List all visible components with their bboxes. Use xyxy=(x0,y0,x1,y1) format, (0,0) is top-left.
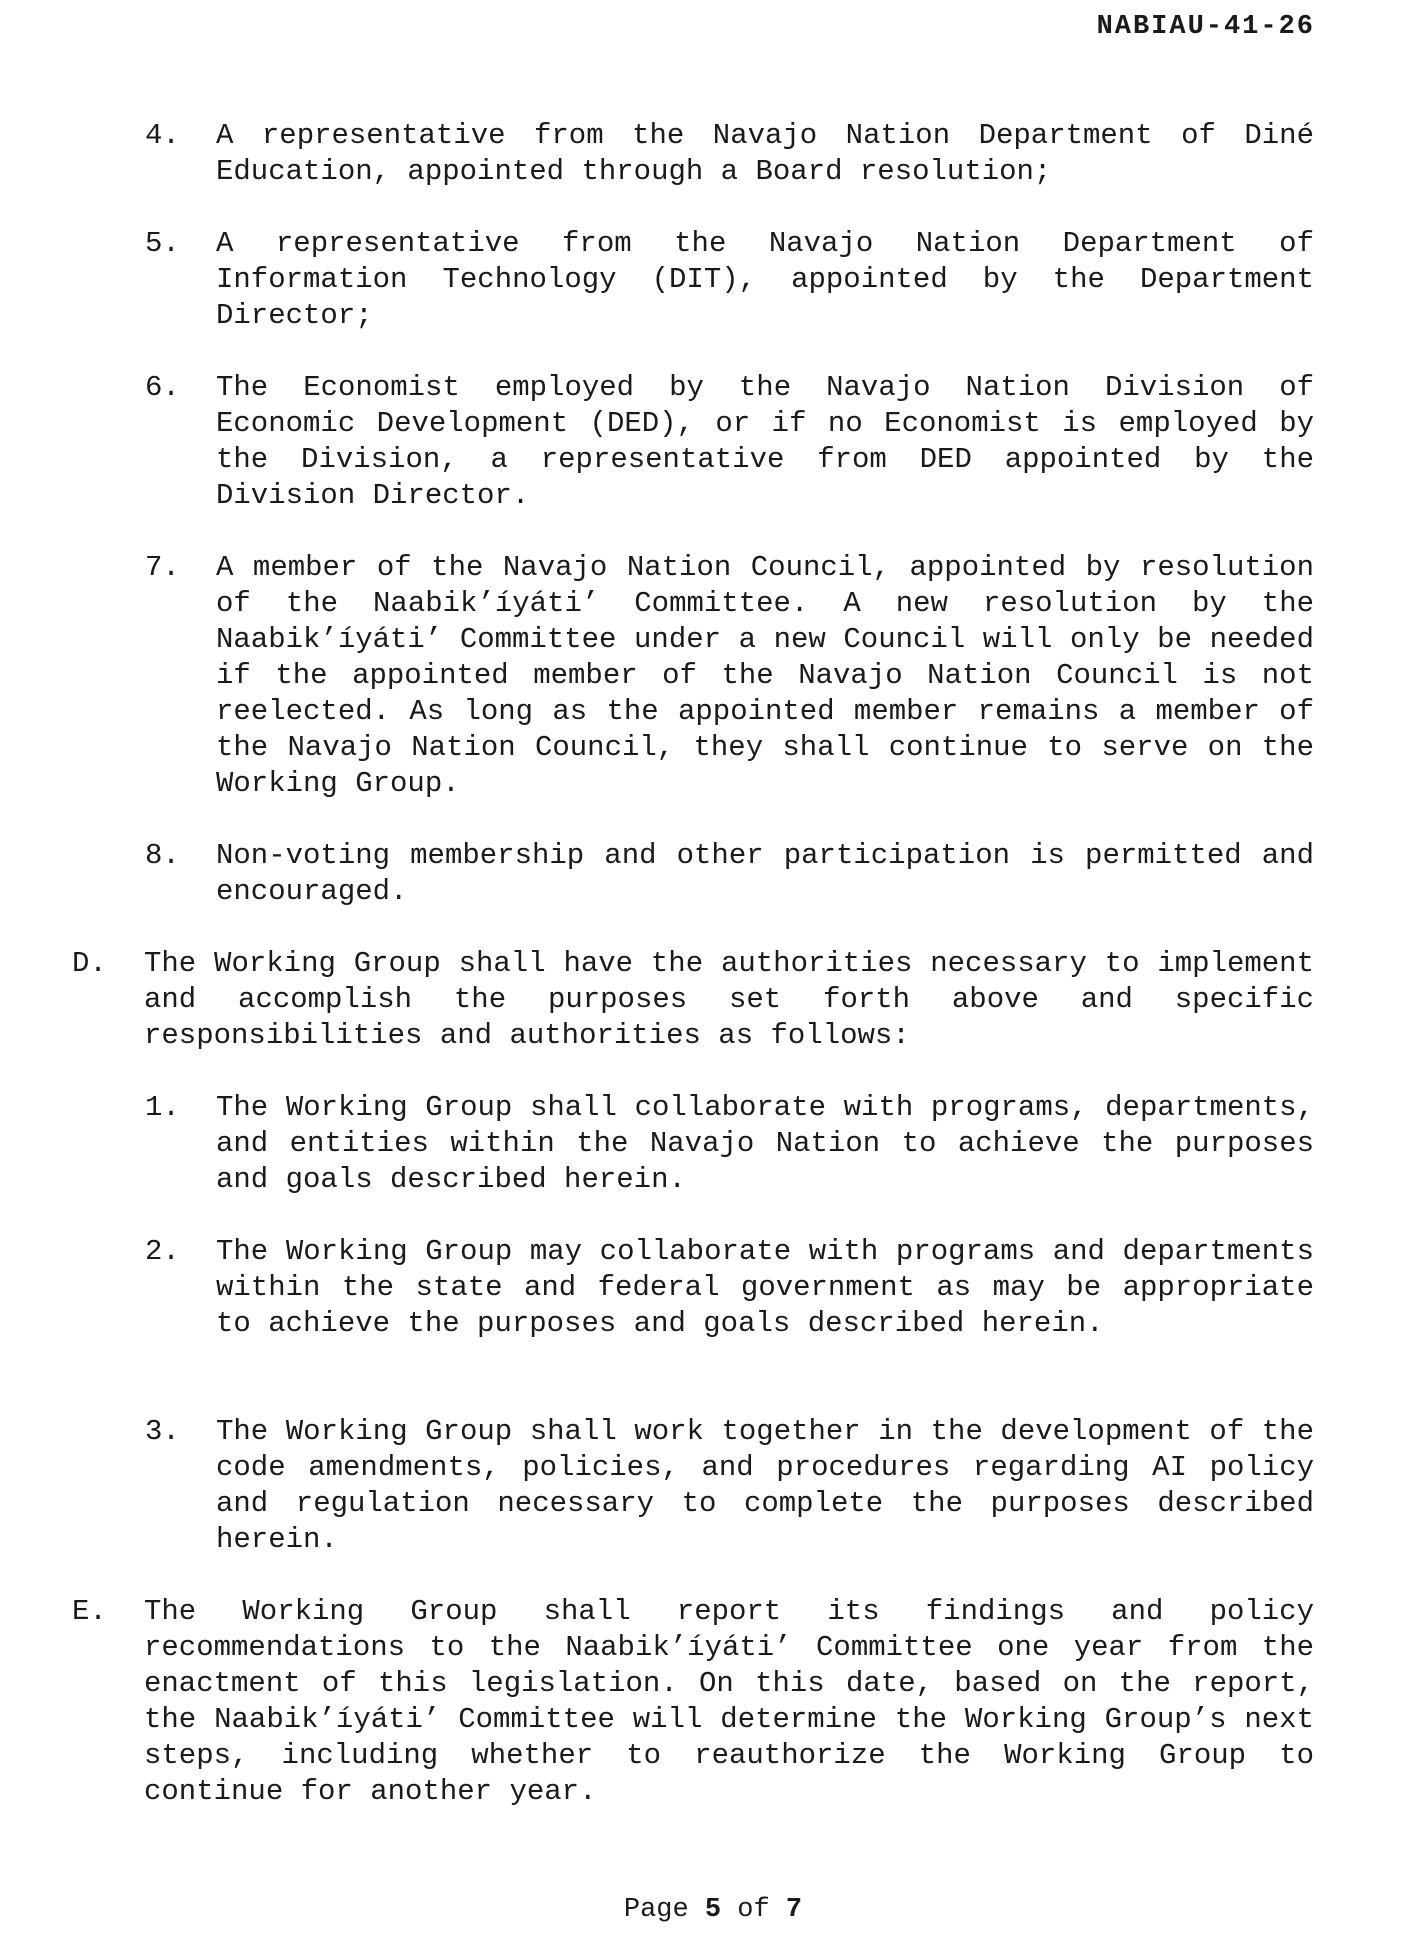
list-item-number: 8. xyxy=(145,839,180,872)
list-item-number: 4. xyxy=(145,119,180,152)
page-of-label: of xyxy=(737,1895,770,1925)
list-item-number: 5. xyxy=(145,227,180,260)
list-item-text: The Working Group may collaborate with programs and departments within the state and federal government as may be appropriate to achieve the purposes and goals described herein. xyxy=(216,1235,1314,1340)
list-item-number: 2. xyxy=(145,1235,180,1268)
list-item-text: A member of the Navajo Nation Council, appointed by resolution of the Naabik’íyáti’ Committee. A new resolution by the Naabik’íyáti’ Committee under a new Council will only be needed if the appointed member of the Navajo Nation Council is not reelected. As long as the appointed member remains a member of the Navajo Nation Council, they shall continue to serve on the Working Group. xyxy=(216,551,1314,800)
section-text: The Working Group shall report its findings and policy recommendations to the Naabik’íyáti’ Committee one year from the enactment of this legislation. On this date, based on the report, the Naabik’íyáti’ Committee will determine the Working Group’s next steps, including whether to reauthorize the Working Group to continue for another year. xyxy=(144,1595,1314,1808)
list-item-text: A representative from the Navajo Nation Department of Information Technology (DIT), appointed by the Department Director; xyxy=(216,227,1314,332)
list-item-text: The Working Group shall collaborate with programs, departments, and entities within the Navajo Nation to achieve the purposes and goals described herein. xyxy=(216,1091,1314,1196)
section-letter: E. xyxy=(72,1595,107,1628)
list-item-text: The Economist employed by the Navajo Nation Division of Economic Development (DED), or if no Economist is employed by the Division, a representative from DED appointed by the Division Director. xyxy=(216,371,1314,512)
list-item-text: Non-voting membership and other participation is permitted and encouraged. xyxy=(216,839,1314,908)
list-item-number: 3. xyxy=(145,1415,180,1448)
section-letter: D. xyxy=(72,947,107,980)
document-code: NABIAU-41-26 xyxy=(1096,12,1315,42)
list-item-text: The Working Group shall work together in the development of the code amendments, policies, and procedures regarding AI policy and regulation necessary to complete the purposes described herein. xyxy=(216,1415,1314,1556)
list-item-number: 6. xyxy=(145,371,180,404)
page-number: 5 xyxy=(704,1895,722,1925)
list-item-text: A representative from the Navajo Nation Department of Diné Education, appointed through a Board resolution; xyxy=(216,119,1314,188)
list-item-number: 7. xyxy=(145,551,180,584)
page-label: Page xyxy=(623,1895,689,1925)
page-total: 7 xyxy=(785,1895,803,1925)
page-footer xyxy=(0,1895,1426,1925)
section-text: The Working Group shall have the authorities necessary to implement and accomplish the purposes set forth above and specific responsibilities and authorities as follows: xyxy=(144,947,1314,1052)
list-item-number: 1. xyxy=(145,1091,180,1124)
